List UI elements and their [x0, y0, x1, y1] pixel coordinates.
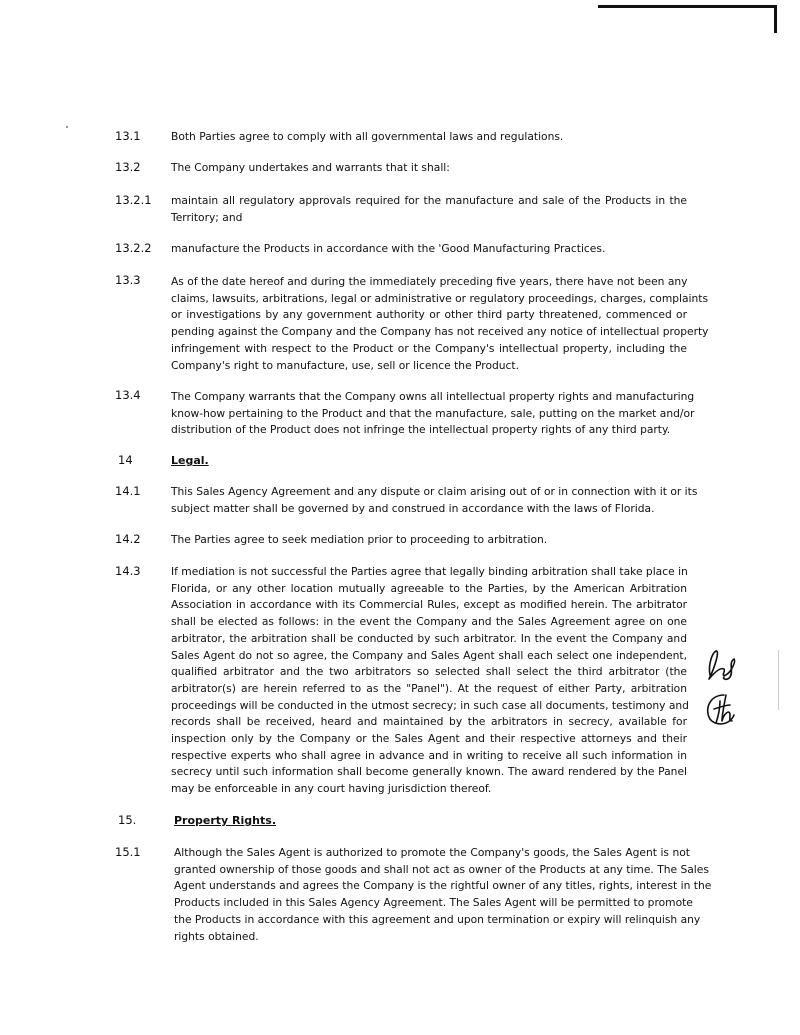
- clause-number: 15.1: [115, 845, 141, 859]
- section-number: 15.: [118, 813, 137, 827]
- clause-line: As of the date hereof and during the immediately preceding five years, there have not been any: [171, 275, 688, 288]
- clause-number: 13.3: [115, 273, 141, 287]
- scan-speck: [66, 126, 68, 128]
- clause-line: maintain all regulatory approvals required for the manufacture and sale of the Products in the: [171, 194, 687, 207]
- scan-edge-top: [598, 5, 776, 8]
- clause-line: secrecy until such information shall become generally known. The award rendered by the Panel: [171, 765, 687, 779]
- clause-line: Association in accordance with its Commercial Rules, except as modified herein. The arbitrator: [171, 598, 687, 612]
- clause-line: Company's right to manufacture, use, sell or licence the Product.: [171, 358, 520, 372]
- clause-number: 13.2: [115, 160, 141, 174]
- clause-line: rights obtained.: [174, 929, 259, 943]
- clause-line: granted ownership of those goods and shall not act as owner of the Products at any time. The Sales: [174, 862, 709, 876]
- clause-line: distribution of the Product does not infringe the intellectual property rights of any third party.: [171, 423, 671, 437]
- clause-line: manufacture the Products in accordance with the 'Good Manufacturing Practices.: [171, 242, 606, 255]
- clause-number: 13.4: [115, 388, 141, 402]
- clause-line: subject matter shall be governed by and construed in accordance with the laws of Florida.: [171, 501, 655, 515]
- section-number: 14: [118, 453, 133, 467]
- clause-number: 14.3: [115, 564, 141, 578]
- clause-line: pending against the Company and the Company has not received any notice of intellectual property: [171, 325, 709, 339]
- clause-number: 14.2: [115, 532, 141, 546]
- clause-line: inspection only by the Company or the Sales Agent and their respective attorneys and their: [171, 732, 687, 746]
- clause-line: Both Parties agree to comply with all governmental laws and regulations.: [171, 130, 564, 143]
- clause-line: Although the Sales Agent is authorized to promote the Company's goods, the Sales Agent is not: [174, 846, 690, 859]
- clause-line: records shall be received, heard and maintained by the arbitrators in secrecy, available for: [171, 715, 687, 729]
- clause-number: 14.1: [115, 484, 141, 498]
- clause-line: The Company warrants that the Company owns all intellectual property rights and manufacturing: [171, 390, 695, 403]
- clause-line: The Company undertakes and warrants that it shall:: [171, 161, 450, 174]
- clause-line: may be enforceable in any court having jurisdiction thereof.: [171, 782, 492, 796]
- clause-line: arbitrator, the arbitration shall be conducted by such arbitrator. In the event the Company and: [171, 631, 687, 645]
- clause-line: The Parties agree to seek mediation prior to proceeding to arbitration.: [171, 533, 548, 546]
- clause-line: Sales Agent do not so agree, the Company and Sales Agent shall each select one independent,: [171, 648, 687, 662]
- clause-line: Agent understands and agrees the Company is the rightful owner of any titles, rights, interest in the: [174, 879, 712, 893]
- scan-speck: [778, 650, 779, 710]
- clause-line: shall be elected as follows: in the event the Company and the Sales Agreement agree on one: [171, 615, 687, 629]
- clause-line: claims, lawsuits, arbitrations, legal or administrative or regulatory proceedings, charges, complaints: [171, 291, 709, 305]
- initials-ls-stroke: [709, 651, 735, 679]
- section-heading: Legal.: [171, 454, 209, 467]
- clause-line: This Sales Agency Agreement and any dispute or claim arising out of or in connection with it or its: [171, 485, 698, 498]
- clause-line: know-how pertaining to the Product and that the manufacture, sale, putting on the market and/or: [171, 406, 695, 420]
- clause-number: 13.2.2: [115, 241, 152, 255]
- section-heading: Property Rights.: [174, 814, 276, 827]
- clause-line: Florida, or any other location mutually agreeable to the Parties, by the American Arbitration: [171, 581, 687, 595]
- scan-edge-right: [774, 5, 777, 33]
- clause-line: arbitrator(s) are herein referred to as the "Panel"). At the request of either Party, arbitration: [171, 681, 687, 695]
- clause-line: respective experts who shall agree in advance and in writing to receive all such information in: [171, 748, 687, 762]
- initials-th-letters: [714, 695, 732, 723]
- clause-line: infringement with respect to the Product or the Company's intellectual property, including the: [171, 341, 687, 355]
- clause-line: qualified arbitrator and the two arbitrators so selected shall select the third arbitrator (the: [171, 665, 687, 679]
- clause-line: If mediation is not successful the Parties agree that legally binding arbitration shall take place in: [171, 565, 688, 578]
- clause-number: 13.1: [115, 129, 141, 143]
- clause-line: Products included in this Sales Agency Agreement. The Sales Agent will be permitted to promote: [174, 896, 693, 910]
- clause-line: or investigations by any government authority or other third party threatened, commenced or: [171, 308, 687, 322]
- clause-line: Territory; and: [171, 210, 243, 224]
- handwritten-initials: [700, 645, 750, 745]
- clause-line: the Products in accordance with this agreement and upon termination or expiry will relinquish any: [174, 912, 701, 926]
- clause-number: 13.2.1: [115, 193, 152, 207]
- clause-line: proceedings will be conducted in the utmost secrecy; in such case all documents, testimony and: [171, 698, 689, 712]
